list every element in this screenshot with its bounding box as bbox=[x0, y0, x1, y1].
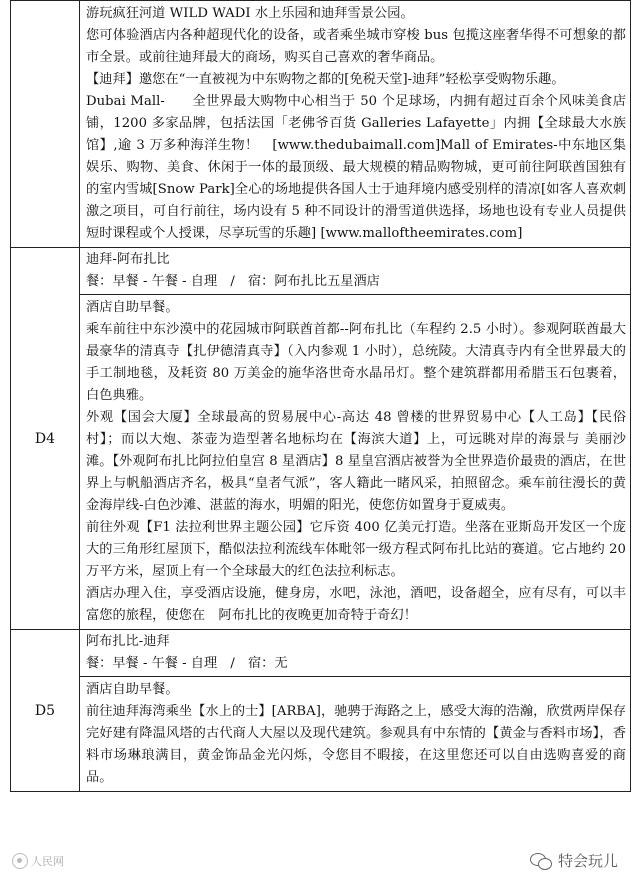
day4-content-row bbox=[11, 295, 631, 630]
day5-label: D5 bbox=[34, 702, 56, 719]
day4-paragraph: 酒店办理入住，享受酒店设施，健身房，水吧，泳池，酒吧，设备超全，应有尽有，可以丰富您的旅程，使您在 阿布扎比的夜晚更加奇特于奇幻！ bbox=[86, 586, 626, 623]
source-watermark bbox=[12, 853, 64, 869]
day5-route: 阿布扎比-迪拜 bbox=[86, 634, 170, 649]
day4-paragraph: 外观【国会大厦】全球最高的贸易展中心-高达 48 曾楼的世界贸易中心【人工岛】【民俗村】；而以大炮、茶壶为造型著名地标均在【海滨大道】上，可远眺对岸的海景与 美丽沙滩。【外观阿布扎比阿拉伯皇宫 8 星酒店】8 星皇宫酒店被誉为全世界造价最贵的酒店，在世界上与帆船酒店齐名，极具“皇者气派”，客人籍此一睹风采，拍照留念。乘车前往漫长的黄金海岸线-白色沙滩、湛蓝的海水，明媚的阳光，使您仿如置身于夏威夷。 bbox=[86, 410, 626, 513]
day4-paragraph: 乘车前往中东沙漠中的花园城市阿联酋首都--阿布扎比（车程约 2.5 小时）。参观阿联酋最大最豪华的清真寺【扎伊德清真寺】（入内参观 1 小时），总统陵。大清真寺内有全世界最大的手工制地毯，及耗资 80 万美金的施华洛世奇水晶吊灯。整个建筑群都用希腊玉石包裹着，白色典雅。 bbox=[86, 322, 626, 403]
itinerary-table bbox=[10, 0, 631, 792]
day4-content-cell bbox=[80, 295, 631, 630]
day5-content-cell bbox=[80, 677, 631, 792]
day4-meals-lodging: 餐：早餐 - 午餐 - 自理 / 宿：阿布扎比五星酒店 bbox=[86, 274, 380, 289]
day4-paragraph: 前往外观【F1 法拉利世界主题公园】它斥资 400 亿美元打造。坐落在亚斯岛开发区一个庞大的三角形红屋顶下，酷似法拉利流线车体毗邻一级方程式阿布扎比站的赛道。它占地约 20 万平方米，屋顶上有一个全球最大的红色法拉利标志。 bbox=[86, 520, 626, 579]
day5-content-row bbox=[11, 677, 631, 792]
day3-paragraph: 【迪拜】邀您在“一直被视为中东购物之都的[免税天堂]-迪拜”轻松享受购物乐趣。 bbox=[86, 72, 565, 87]
day4-label: D4 bbox=[34, 430, 56, 447]
day4-header-row bbox=[11, 248, 631, 295]
day3-paragraph: Dubai Mall- 全世界最大购物中心相当于 50 个足球场，内拥有超过百余个风味美食店铺，1200 多家品牌，包括法国「老佛爷百货 Galleries Lafayette」内拥【全球最大水族馆】,逾 3 万多种海洋生物！ [www.thedubaimall.com]Mall of Emirates-中东地区集娱乐、购物、美食、休闲于一体的最顶级、最大规模的精品购物城，更可前往阿联酋国独有的室内雪城[Snow Park]全心的场地提供各国人士于迪拜境内感受别样的清凉[如客人喜欢刺激之项目，可自行前往，场内设有 5 种不同设计的滑雪道供选择，场地也设有专业人员提供短时课程或个人授课，尽享玩雪的乐趣] [www.malloftheemirates.com] bbox=[86, 94, 626, 241]
day5-header-cell bbox=[80, 630, 631, 677]
day3-continued-row bbox=[11, 1, 631, 248]
day4-label-cell bbox=[11, 248, 80, 630]
day4-header-cell bbox=[80, 248, 631, 295]
day5-paragraph: 前往迪拜海湾乘坐【水上的士】[ARBA]，驰骋于海路之上，感受大海的浩瀚，欣赏两岸保存完好建有降温风塔的古代商人大屋以及现代建筑。参观具有中东情的【黄金与香料市场】，香料市场琳琅满目，黄金饰品金光闪烁，令您目不暇接，在这里您还可以自由选购喜爱的商品。 bbox=[86, 704, 626, 785]
day3-paragraph: 您可体验酒店内各种超现代化的设备，或者乘坐城市穿梭 bus 包揽这座奢华得不可想象的都市全景。或前往迪拜最大的商场，购买自己喜欢的奢华商品。 bbox=[86, 28, 626, 65]
day3-label-cell bbox=[11, 1, 80, 248]
account-watermark bbox=[526, 850, 622, 871]
day4-route: 迪拜-阿布扎比 bbox=[86, 252, 170, 267]
source-watermark-text: 人民网 bbox=[31, 855, 64, 868]
day3-content-cell bbox=[80, 1, 631, 248]
account-watermark-text: 特会玩儿 bbox=[557, 852, 618, 870]
day5-label-cell bbox=[11, 630, 80, 792]
day4-paragraph: 酒店自助早餐。 bbox=[86, 300, 179, 315]
logo-circle-icon bbox=[12, 853, 28, 869]
day5-paragraph: 酒店自助早餐。 bbox=[86, 682, 179, 697]
day5-header-row bbox=[11, 630, 631, 677]
day5-meals-lodging: 餐：早餐 - 午餐 - 自理 / 宿：无 bbox=[86, 656, 288, 671]
day3-paragraph: 游玩疯狂河道 WILD WADI 水上乐园和迪拜雪景公园。 bbox=[86, 6, 414, 21]
wechat-icon bbox=[530, 852, 552, 870]
